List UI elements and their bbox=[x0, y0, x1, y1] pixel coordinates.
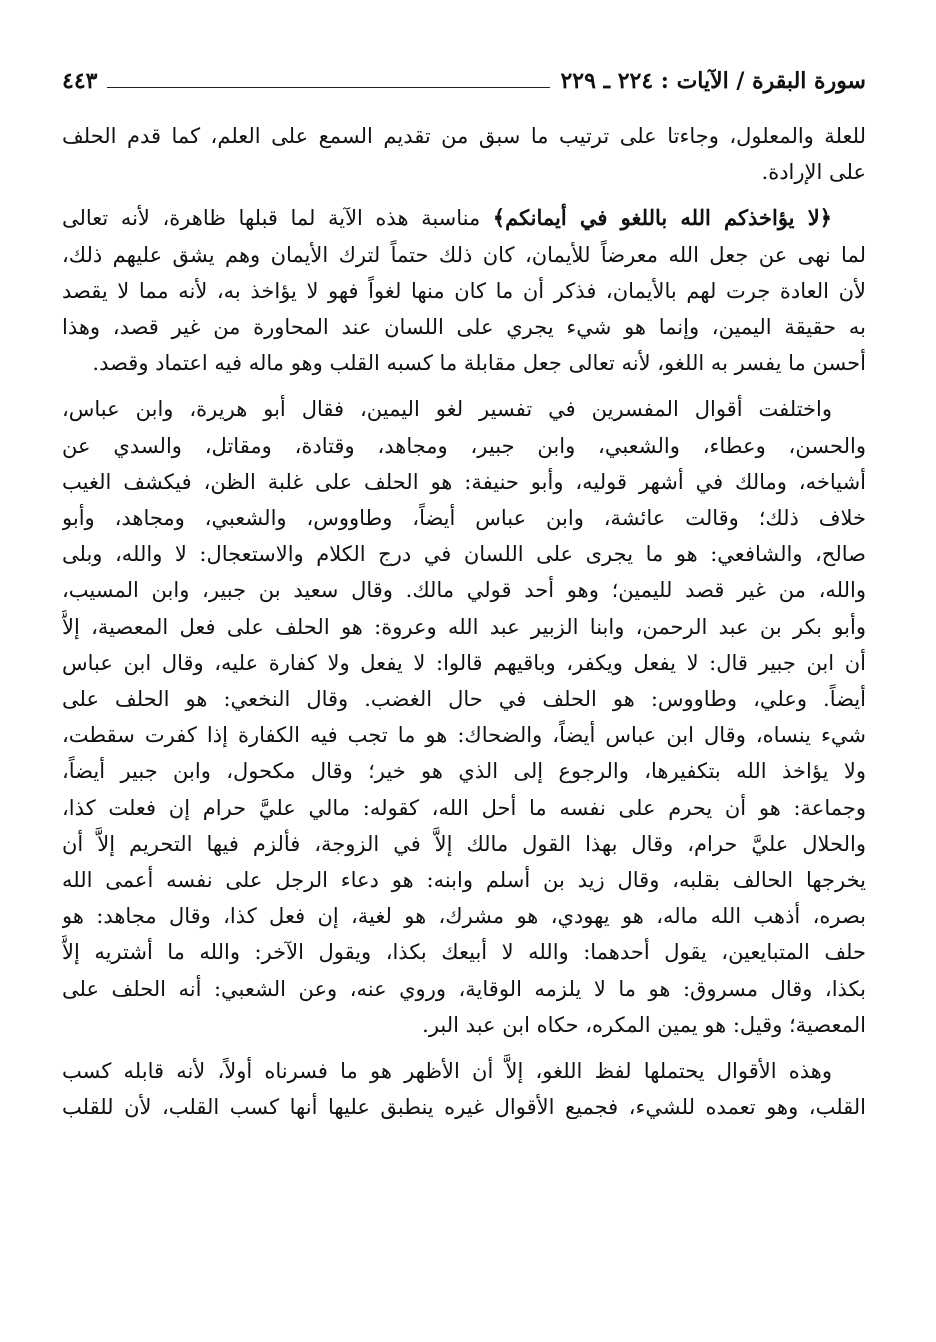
page-body bbox=[62, 118, 866, 1135]
text-line: للعلة والمعلول، وجاءتا على ترتيب ما سبق من تقديم السمع على العلم، كما قدم الحلف bbox=[62, 124, 866, 148]
quran-quote: ﴿لا يؤاخذكم الله باللغو في أيمانكم﴾ bbox=[492, 205, 832, 231]
paragraph-4 bbox=[62, 1053, 866, 1125]
text-line: وجماعة: هو أن يحرم على نفسه ما أحل الله، كقوله: مالي عليَّ حرام إن فعلت كذا، bbox=[62, 795, 866, 820]
header-rule bbox=[107, 87, 550, 88]
paragraph-1 bbox=[62, 118, 866, 190]
text-line: به حقيقة اليمين، وإنما هو شيء يجري على اللسان عند المحاورة من غير قصد، وهذا bbox=[62, 315, 866, 340]
text-line: لما نهى عن جعل الله معرضاً للأيمان، كان ذلك حتماً لترك الأيمان وهم يشق عليهم ذلك، bbox=[62, 242, 866, 267]
text-line: خلاف ذلك؛ وقالت عائشة، وابن عباس أيضاً، وطاووس، والشعبي، ومجاهد، وأبو bbox=[62, 506, 866, 531]
text-line: بكذا، وقال مسروق: هو ما لا يلزمه الوقاية، وروي عنه، وعن الشعبي: أنه الحلف على bbox=[62, 976, 866, 1001]
text-line: أن ابن جبير قال: لا يفعل ويكفر، وباقيهم قالوا: لا يفعل ولا كفارة عليه، وقال ابن عباس bbox=[62, 650, 866, 675]
text-line: لأن العادة جرت لهم بالأيمان، فذكر أن ما كان منها لغواً فهو لا يؤاخذ به، لأنه مما لا يقصد bbox=[62, 278, 866, 303]
running-header bbox=[62, 58, 866, 98]
text-line: وأبو بكر بن عبد الرحمن، وابنا الزبير عبد الله وعروة: هو الحلف على فعل المعصية، إلاَّ bbox=[62, 614, 866, 639]
text-line bbox=[62, 200, 866, 236]
text-line: ولا يؤاخذ الله بتكفيرها، والرجوع إلى الذي هو خير؛ وقال مكحول، وابن جبير أيضاً، bbox=[62, 759, 866, 784]
text-line: على الإرادة. bbox=[761, 160, 866, 185]
text-line: أحسن ما يفسر به اللغو، لأنه تعالى جعل مقابلة ما كسبه القلب وهو ماله فيه اعتماد وقصد. bbox=[92, 351, 866, 376]
text-line: واختلفت أقوال المفسرين في تفسير لغو اليمين، فقال أبو هريرة، وابن عباس، bbox=[62, 397, 832, 422]
text-line: صالح، والشافعي: هو ما يجرى على اللسان في درج الكلام والاستعجال: لا والله، وبلى bbox=[62, 542, 866, 567]
paragraph-3 bbox=[62, 391, 866, 1043]
paragraph-2 bbox=[62, 200, 866, 381]
header-title: سورة البقرة / الآيات : ٢٢٤ ـ ٢٢٩ bbox=[560, 68, 866, 94]
text-line: حلف المتبايعين، يقول أحدهما: والله لا أبيعك بكذا، ويقول الآخر: والله ما أشتريه إلاَّ bbox=[62, 940, 866, 965]
text-line: يخرجها الحالف بقلبه، وقال زيد بن أسلم وابنه: هو دعاء الرجل على نفسه أعمى الله bbox=[62, 868, 866, 893]
text-line: وهذه الأقوال يحتملها لفظ اللغو، إلاَّ أن الأظهر هو ما فسرناه أولاً، لأنه قابله كسب bbox=[62, 1059, 832, 1084]
text-line: أيضاً. وعلي، وطاووس: هو الحلف في حال الغضب. وقال النخعي: هو الحلف على bbox=[62, 687, 866, 712]
text-line: والحلال عليَّ حرام، وقال بهذا القول مالك إلاَّ في الزوجة، فألزم فيها التحريم إلاَّ أن bbox=[62, 831, 866, 856]
text-fragment: مناسبة هذه الآية لما قبلها ظاهرة، لأنه تعالى bbox=[62, 206, 493, 231]
text-line: بصره، أذهب الله ماله، هو يهودي، هو مشرك، هو لغية، إن فعل كذا، وقال مجاهد: هو bbox=[62, 904, 866, 929]
text-line: أشياخه، ومالك في أشهر قوليه، وأبو حنيفة: هو الحلف على غلبة الظن، فيكشف الغيب bbox=[62, 469, 866, 494]
text-line: القلب، وهو تعمده للشيء، فجميع الأقوال غيره ينطبق عليها أنها كسب القلب، لأن للقلب bbox=[62, 1095, 866, 1120]
page-number: ٤٤٣ bbox=[62, 68, 98, 94]
text-line: شيء ينساه، وقال ابن عباس أيضاً، والضحاك: هو ما تجب فيه الكفارة إذا كفرت سقطت، bbox=[62, 723, 866, 748]
text-line: المعصية؛ وقيل: هو يمين المكره، حكاه ابن عبد البر. bbox=[422, 1012, 866, 1037]
text-line: والله، من غير قصد لليمين؛ وهو أحد قولي مالك. وقال سعيد بن جبير، وابن المسيب، bbox=[62, 578, 866, 603]
text-line: والحسن، وعطاء، والشعبي، وابن جبير، ومجاهد، وقتادة، ومقاتل، والسدي عن bbox=[62, 433, 866, 458]
